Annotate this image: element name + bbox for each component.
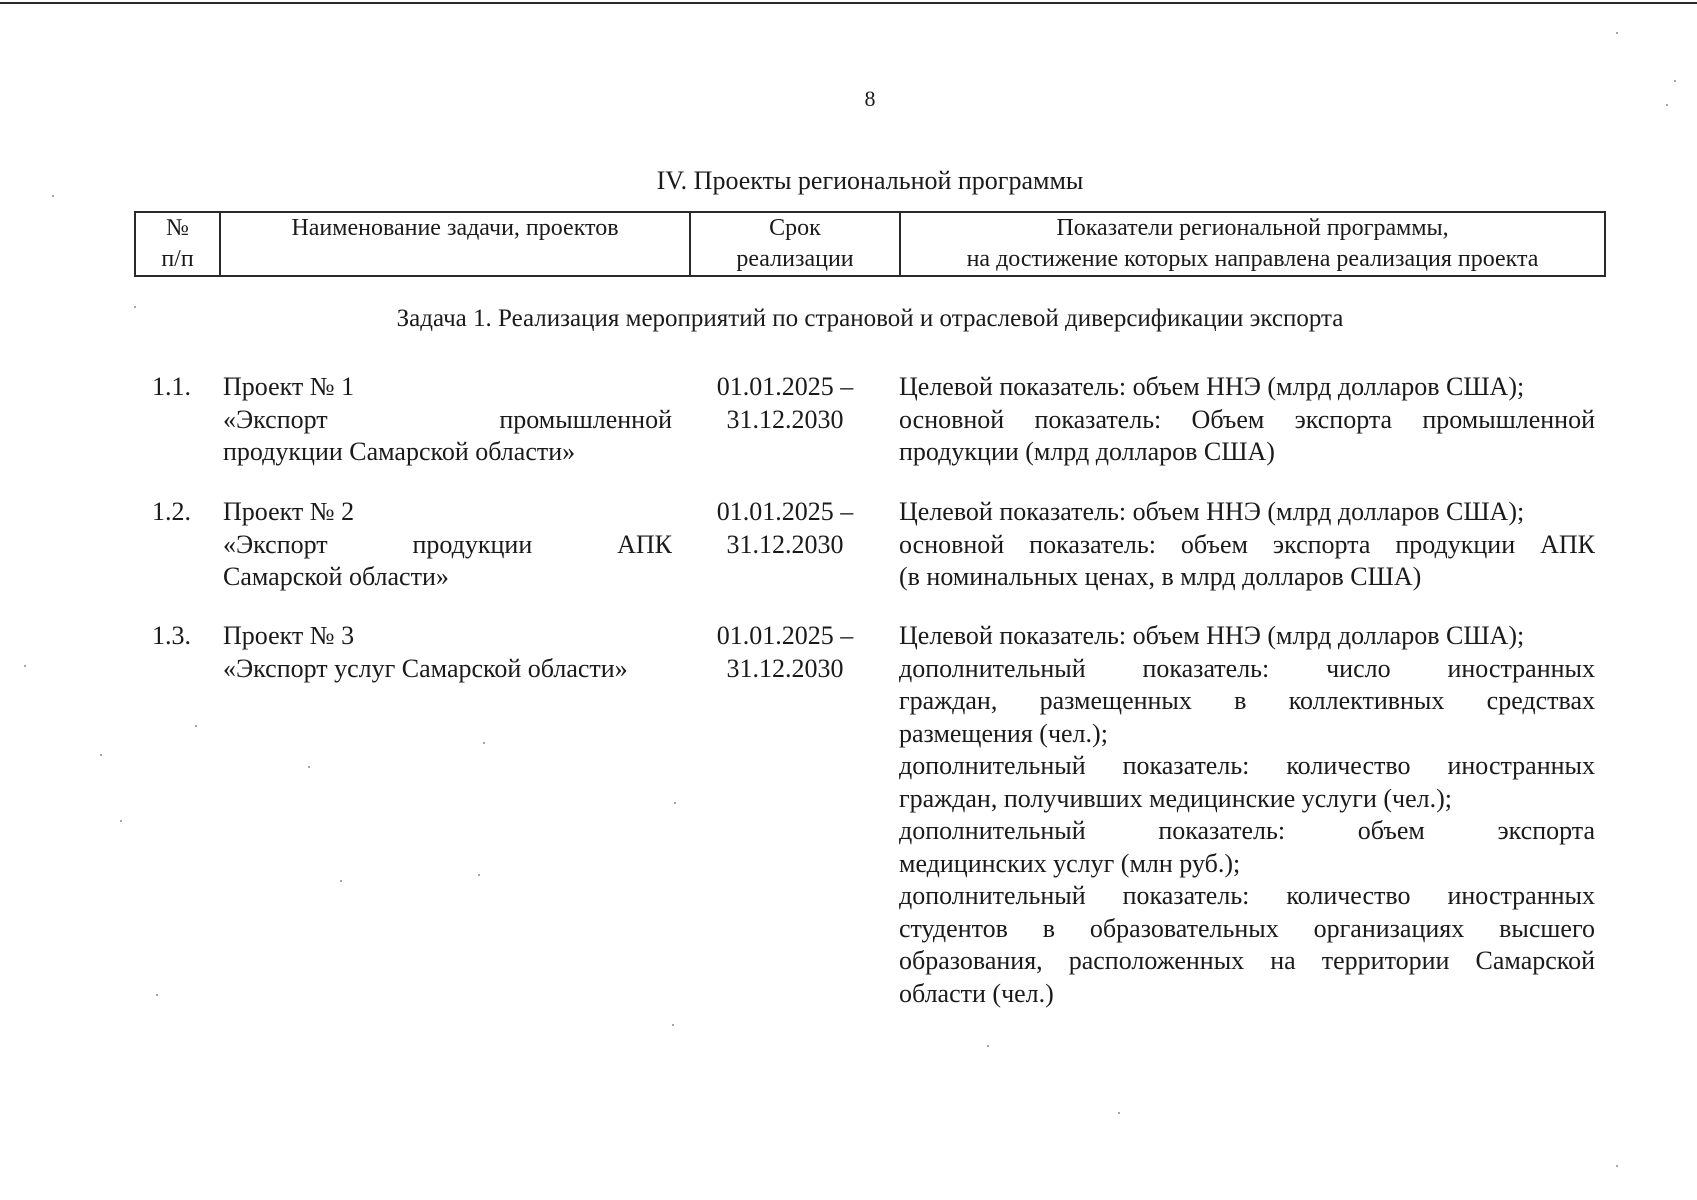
project-indicators bbox=[899, 496, 1595, 594]
scan-speck bbox=[1616, 32, 1618, 34]
header-num bbox=[135, 212, 220, 276]
project-name bbox=[223, 620, 672, 685]
scan-speck bbox=[1674, 80, 1676, 82]
top-rule bbox=[0, 2, 1697, 4]
indicator-line: образования, расположенных на территории Самарской bbox=[899, 946, 1595, 975]
indicator-line: основной показатель: объем экспорта продукции АПК bbox=[899, 529, 1595, 559]
indicator-line: Целевой показатель: объем ННЭ (млрд долларов США); bbox=[899, 372, 1525, 401]
project-term-line: 31.12.2030 bbox=[726, 653, 844, 683]
project-indicators bbox=[899, 620, 1595, 1010]
indicator-line: Целевой показатель: объем ННЭ (млрд долларов США); bbox=[899, 621, 1525, 650]
project-term-line: 01.01.2025 – bbox=[716, 372, 854, 401]
scan-speck bbox=[987, 1045, 989, 1047]
scan-speck bbox=[672, 1024, 674, 1026]
scan-speck bbox=[308, 766, 310, 768]
scan-speck bbox=[674, 802, 676, 804]
scan-speck bbox=[52, 195, 54, 197]
project-name-line: Самарской области» bbox=[223, 562, 449, 591]
scan-speck bbox=[195, 725, 197, 727]
table-header bbox=[134, 211, 1606, 277]
scan-speck bbox=[1666, 104, 1668, 106]
indicator-line: граждан, размещенных в коллективных средствах bbox=[899, 686, 1595, 715]
header-indicators bbox=[900, 212, 1605, 276]
page-number: 8 bbox=[864, 86, 876, 111]
project-term-line: 01.01.2025 – bbox=[716, 497, 854, 526]
header-term-line: реализации bbox=[736, 246, 854, 272]
project-name-line: «Экспорт услуг Самарской области» bbox=[223, 653, 628, 683]
project-term bbox=[700, 496, 870, 561]
header-term bbox=[690, 212, 900, 276]
scan-speck bbox=[340, 880, 342, 882]
section-title: IV. Проекты региональной программы bbox=[656, 166, 1084, 195]
indicator-line: продукции (млрд долларов США) bbox=[899, 437, 1275, 466]
project-number: 1.2. bbox=[152, 497, 191, 526]
header-name-line: Наименование задачи, проектов bbox=[291, 215, 619, 241]
scan-speck bbox=[156, 994, 158, 996]
header-indicators-line: на достижение которых направлена реализация проекта bbox=[966, 246, 1539, 272]
project-term-line: 01.01.2025 – bbox=[716, 621, 854, 650]
project-name-line: «Экспорт продукции АПК bbox=[223, 529, 672, 559]
scan-speck bbox=[100, 754, 102, 756]
indicator-line: дополнительный показатель: объем экспорта bbox=[899, 816, 1595, 845]
project-name-line: продукции Самарской области» bbox=[223, 437, 576, 466]
scan-speck bbox=[483, 742, 485, 744]
project-number: 1.1. bbox=[152, 372, 191, 401]
task-title: Задача 1. Реализация мероприятий по страновой и отраслевой диверсификации экспорта bbox=[396, 305, 1344, 332]
indicator-line: основной показатель: Объем экспорта промышленной bbox=[899, 404, 1595, 434]
project-indicators bbox=[899, 371, 1595, 469]
header-num-line: № bbox=[166, 215, 189, 241]
project-name bbox=[223, 496, 672, 594]
indicator-line: граждан, получивших медицинские услуги (чел.); bbox=[899, 783, 1452, 813]
scan-speck bbox=[24, 665, 26, 667]
scan-speck bbox=[1118, 1112, 1120, 1114]
header-name bbox=[220, 212, 690, 276]
project-name-line: «Экспорт промышленной bbox=[223, 404, 672, 434]
project-term bbox=[700, 620, 870, 685]
project-term-line: 31.12.2030 bbox=[726, 529, 844, 559]
scan-speck bbox=[478, 874, 480, 876]
project-term-line: 31.12.2030 bbox=[726, 404, 844, 434]
indicator-line: Целевой показатель: объем ННЭ (млрд долларов США); bbox=[899, 497, 1525, 526]
indicator-line: области (чел.) bbox=[899, 978, 1054, 1008]
indicator-line: дополнительный показатель: число иностранных bbox=[899, 653, 1595, 683]
scan-speck bbox=[120, 820, 122, 822]
indicator-line: студентов в образовательных организациях высшего bbox=[899, 913, 1595, 943]
indicator-line: (в номинальных ценах, в млрд долларов США) bbox=[899, 562, 1422, 591]
indicator-line: дополнительный показатель: количество иностранных bbox=[899, 751, 1595, 780]
project-name bbox=[223, 371, 672, 469]
header-indicators-line: Показатели региональной программы, bbox=[1056, 215, 1449, 241]
indicator-line: дополнительный показатель: количество иностранных bbox=[899, 881, 1595, 910]
project-number: 1.3. bbox=[152, 621, 191, 650]
header-term-line: Срок bbox=[769, 215, 821, 241]
header-num-line: п/п bbox=[161, 246, 194, 272]
scan-speck bbox=[1616, 1165, 1618, 1167]
project-name-line: Проект № 1 bbox=[223, 372, 355, 401]
indicator-line: размещения (чел.); bbox=[899, 718, 1108, 748]
project-name-line: Проект № 3 bbox=[223, 621, 355, 650]
project-name-line: Проект № 2 bbox=[223, 497, 355, 526]
project-term bbox=[700, 371, 870, 436]
scan-speck bbox=[134, 306, 136, 308]
indicator-line: медицинских услуг (млн руб.); bbox=[899, 848, 1241, 878]
